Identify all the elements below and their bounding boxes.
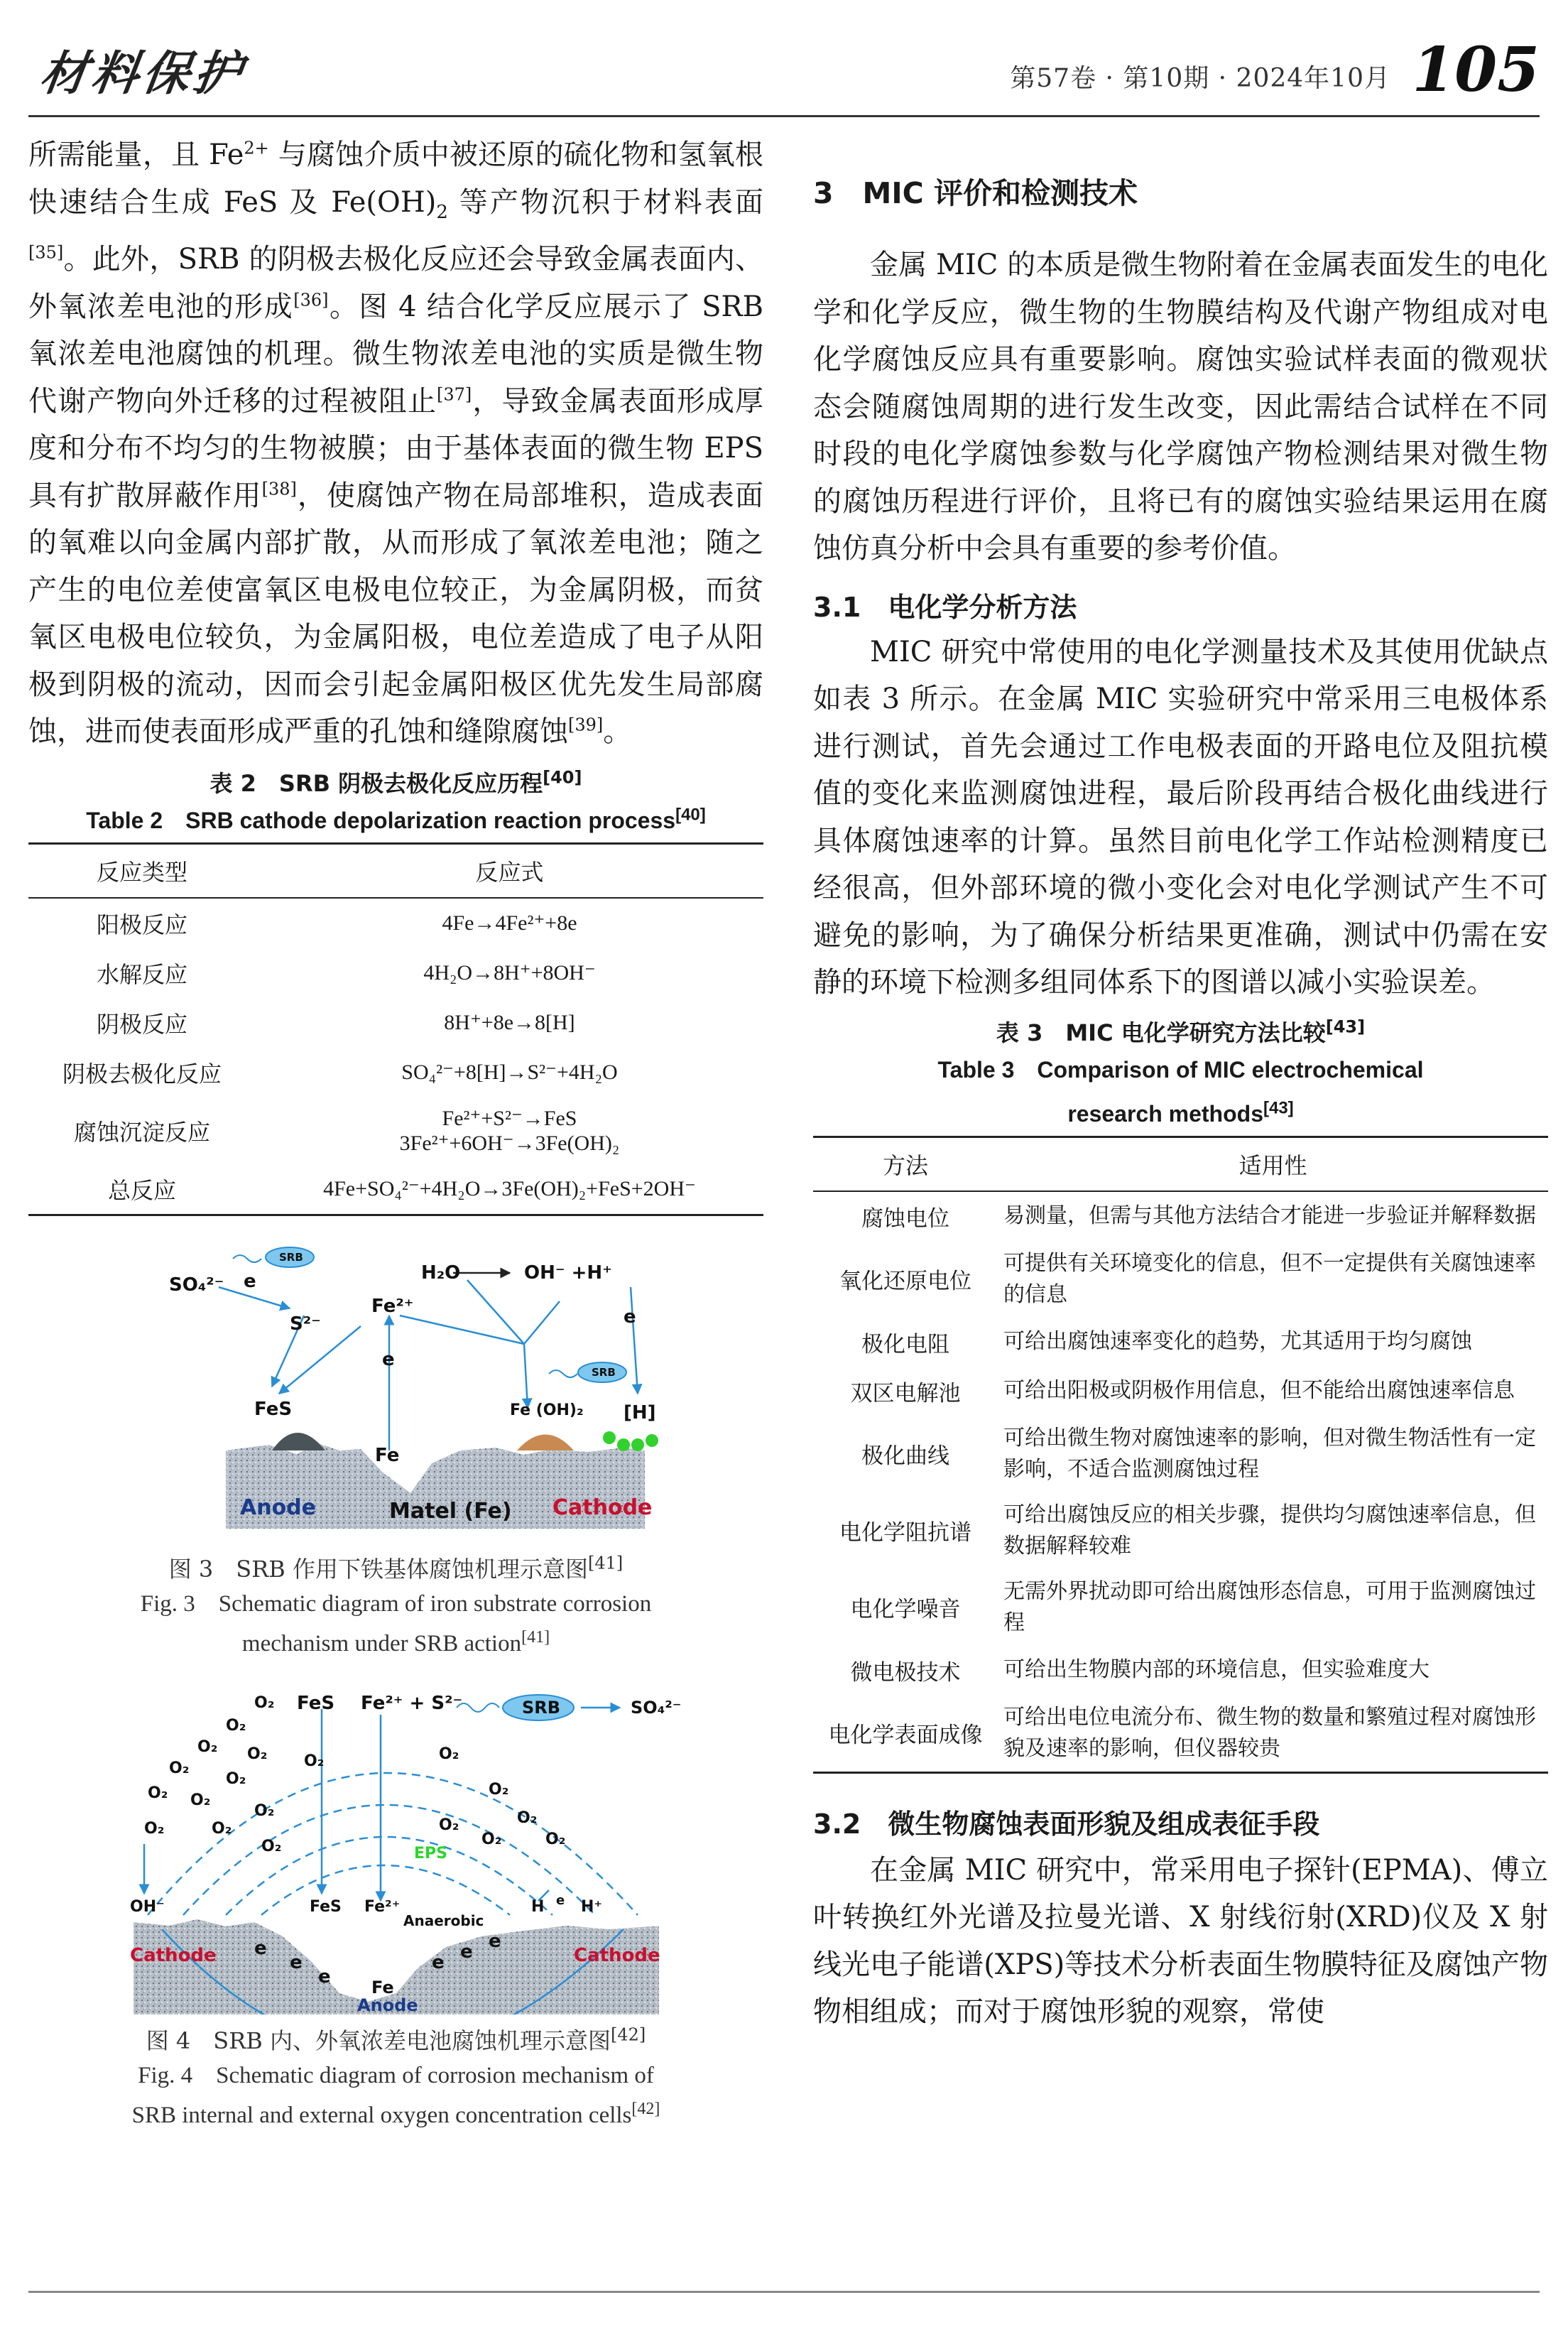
- feoh2-deposit: [517, 1434, 574, 1450]
- fes-deposit: [272, 1433, 325, 1450]
- table-row: 阳极反应 4Fe→4Fe²⁺+8e: [96, 911, 577, 938]
- fig4-label-so4: SO₄²⁻: [630, 1697, 681, 1718]
- fig4-label-o2-19: O₂: [438, 1816, 459, 1834]
- fig4-label-o2-9: O₂: [254, 1801, 274, 1820]
- fig4-label-e-2: e: [289, 1951, 303, 1973]
- table-row: 总反应 4Fe+SO₄²⁻+4H₂O→3Fe(OH)₂+FeS+2OH⁻: [28, 1164, 763, 1215]
- figure-3-arrows: [219, 1280, 638, 1450]
- fig3-label-srb2: SRB: [591, 1365, 616, 1379]
- fig3-label-fes: FeS: [254, 1398, 292, 1420]
- issue-info: 第57卷 · 第10期 · 2024年10月: [1010, 64, 1390, 93]
- fig4-label-o2-4: O₂: [246, 1745, 267, 1763]
- fig4-label-fe2s2: Fe²⁺ + S²⁻: [360, 1692, 462, 1714]
- fig4-label-anaerobic: Anaerobic: [403, 1911, 484, 1929]
- fig4-label-o2-7: O₂: [147, 1784, 168, 1802]
- table-row: 微电极技术 可给出生物膜内部的环境信息，但实验难度大: [850, 1657, 1430, 1686]
- table2-header-type: 反应类型: [28, 843, 256, 898]
- table-row: 电化学阻抗谱 可给出腐蚀反应的相关步骤，提供均匀腐蚀速率信息，但数据解释较难: [839, 1502, 1536, 1558]
- section-3-heading: 3 MIC 评价和检测技术: [813, 176, 1138, 210]
- fig4-label-o2-16: O₂: [516, 1808, 537, 1827]
- fig4-label-e-h: e: [555, 1892, 565, 1908]
- fig4-label-fe2: Fe²⁺: [364, 1897, 400, 1916]
- fig3-label-e3: e: [623, 1306, 636, 1328]
- section-3-2-heading: 3.2 微生物腐蚀表面形貌及组成表征手段: [813, 1808, 1320, 1840]
- left-column: [28, 131, 763, 2135]
- table3-header-method: 方法: [813, 1137, 998, 1191]
- table2-header-formula: 反应式: [256, 843, 763, 898]
- fig4-label-e-3: e: [317, 1965, 331, 1987]
- table-row: 腐蚀电位 易测量，但需与其他方法结合才能进一步验证并解释数据: [861, 1203, 1536, 1232]
- fig4-label-cathode-left: Cathode: [129, 1944, 217, 1966]
- section-3-2-paragraph: 在金属 MIC 研究中，常采用电子探针(EPMA)、傅立叶转换红外光谱及拉曼光谱、X 射线衍射(XRD)仪及 X 射线光电子能谱(XPS)等技术分析表面生物膜特征及腐蚀产物物相组成；而对于腐蚀形貌的观察，常使: [813, 1853, 1548, 2028]
- fig3-label-e1: e: [243, 1270, 256, 1292]
- fig4-caption-en: Fig. 4 Schematic diagram of corrosion mechanism of SRB internal and external oxygen concentration cells[42]: [131, 2062, 660, 2128]
- fig4-label-oh: OH⁻: [129, 1897, 165, 1916]
- fig4-label-e-5: e: [459, 1941, 473, 1963]
- fig4-label-o2-6: O₂: [225, 1769, 246, 1788]
- fig4-label-hplus: H⁺: [580, 1897, 602, 1916]
- fig4-label-fe: Fe: [371, 1977, 394, 1997]
- figure-4: [84, 1681, 709, 2014]
- journal-logo: 材料保护: [36, 45, 249, 101]
- table-row: 水解反应 4H₂O→8H⁺+8OH⁻: [96, 960, 596, 988]
- fig4-label-o2-12: O₂: [261, 1837, 281, 1855]
- fig4-label-eps: EPS: [413, 1844, 447, 1862]
- fig4-label-o2-13: O₂: [303, 1752, 324, 1770]
- fig4-label-srb: SRB: [521, 1697, 560, 1718]
- figure-3-diagram: [126, 1237, 666, 1543]
- fig3-label-e2: e: [381, 1348, 395, 1370]
- fig4-label-e-6: e: [488, 1930, 501, 1952]
- footer-rule: [28, 2291, 1540, 2293]
- fig4-label-fes2: FeS: [309, 1897, 342, 1916]
- table3: [813, 1136, 1548, 1774]
- left-paragraph-1: 所需能量，且 Fe$^{2+}$ 与腐蚀介质中被还原的硫化物和氢氧根快速结合生成 FeS 及 $Fe(OH)_2$ 等产物沉积于材料表面[35]。此外，SRB 的阴极去极化反应还会导致金属表面内、外氧浓差电池的形成[36]。图 4 结合化学反应展示了 SRB 氧浓差电池腐蚀的机理。微生物浓差电池的实质是微生物代谢产物向外迁移的过程被阻止[37]，导致金属表面形成厚度和分布不均匀的生物被膜；由于基体表面的微生物 EPS 具有扩散屏蔽作用[38]，使腐蚀产物在局部堆积，造成表面的氧难以向金属内部扩散，从而形成了氧浓差电池；随之产生的电位差使富氧区电极电位较正，为金属阴极，而贫氧区电极电位较负，为金属阳极，电位差造成了电子从阳极到阴极的流动，因而会引起金属阳极区优先发生局部腐蚀，进而使表面形成严重的孔蚀和缝隙腐蚀[39]。: [28, 138, 764, 748]
- header-rule: [28, 115, 1540, 117]
- fig3-label-h2o: H₂O: [420, 1262, 460, 1284]
- fig4-label-cathode-right: Cathode: [573, 1944, 660, 1966]
- figure-3: [126, 1237, 666, 1543]
- fig3-label-srb1: SRB: [278, 1250, 303, 1264]
- table-row: 电化学表面成像 可给出电位电流分布、微生物的数量和繁殖过程对腐蚀形貌及速率的影响，但仪器较贵: [813, 1695, 1548, 1773]
- fig4-label-o2-14: O₂: [438, 1745, 459, 1763]
- fig4-label-fes: FeS: [296, 1692, 334, 1714]
- fig4-label-o2-5: O₂: [168, 1759, 189, 1777]
- fig4-label-e-4: e: [431, 1951, 445, 1973]
- fig4-label-o2-1: O₂: [254, 1693, 274, 1712]
- fig4-label-anode: Anode: [356, 1995, 418, 2014]
- table-row: 腐蚀沉淀反应 Fe²⁺+S²⁻→FeS 3Fe²⁺+6OH⁻→3Fe(OH)₂: [73, 1106, 620, 1155]
- table2-caption-cn: 表 2 SRB 阴极去极化反应历程[40]: [209, 766, 582, 797]
- table-row: 氧化还原电位 可提供有关环境变化的信息，但不一定提供有关腐蚀速率的信息: [839, 1250, 1536, 1307]
- fig3-label-matel: Matel (Fe): [388, 1498, 512, 1524]
- table-row: 电化学噪音 无需外界扰动即可给出腐蚀形态信息，可用于监测腐蚀过程: [850, 1578, 1536, 1635]
- fig4-label-o2-15: O₂: [488, 1780, 508, 1799]
- table2-caption-en: Table 2 SRB cathode depolarization reaction process[40]: [86, 804, 706, 833]
- page-number: 105: [1412, 34, 1540, 106]
- fig4-label-o2-18: O₂: [481, 1830, 501, 1848]
- fig4-label-o2-2: O₂: [225, 1716, 246, 1735]
- table-row: 极化电阻 可给出腐蚀速率变化的趋势，尤其适用于均匀腐蚀: [861, 1329, 1472, 1357]
- fig4-label-o2-10: O₂: [143, 1819, 164, 1838]
- table3-header-use: 适用性: [998, 1137, 1548, 1191]
- fig3-label-cathode: Cathode: [552, 1495, 652, 1520]
- fig4-label-o2-8: O₂: [190, 1791, 210, 1809]
- fig4-label-h: H: [530, 1897, 544, 1916]
- fig4-label-o2-3: O₂: [197, 1737, 217, 1756]
- right-column: [813, 131, 1548, 2036]
- fig3-label-oh-h: OH⁻ +H⁺: [523, 1262, 612, 1284]
- fig3-caption-en: Fig. 3 Schematic diagram of iron substrate corrosion mechanism under SRB action[41]: [140, 1590, 652, 1656]
- fig3-label-h: [H]: [623, 1401, 656, 1423]
- section-3-paragraph: 金属 MIC 的本质是微生物附着在金属表面发生的电化学和化学反应，微生物的生物膜结构及代谢产物组成对电化学腐蚀反应具有重要影响。腐蚀实验试样表面的微观状态会随腐蚀周期的进行发生改变，因此需结合试样在不同时段的电化学腐蚀参数与化学腐蚀产物检测结果对微生物的腐蚀历程进行评价，且将已有的腐蚀实验结果运用在腐蚀仿真分析中会具有重要的参考价值。: [813, 249, 1548, 565]
- fig4-caption-cn: 图 4 SRB 内、外氧浓差电池腐蚀机理示意图[42]: [146, 2024, 646, 2054]
- page-header: [28, 21, 1540, 110]
- fig3-label-fe: Fe: [374, 1444, 399, 1466]
- fig3-label-fe2: Fe²⁺: [371, 1295, 413, 1317]
- fig4-label-e-1: e: [254, 1937, 267, 1959]
- table3-caption-cn: 表 3 MIC 电化学研究方法比较[43]: [996, 1016, 1366, 1046]
- figure-4-diagram: [84, 1681, 709, 2014]
- fig3-label-s2: S²⁻: [289, 1313, 321, 1335]
- section-3-1-heading: 3.1 电化学分析方法: [813, 591, 1077, 623]
- table-row: 极化曲线 可给出微生物对腐蚀速率的影响，但对微生物活性有一定影响，不适合监测腐蚀过程: [861, 1425, 1536, 1482]
- section-3-1-paragraph: MIC 研究中常使用的电化学测量技术及其使用优缺点如表 3 所示。在金属 MIC 实验研究中常采用三电极体系进行测试，首先会通过工作电极表面的开路电位及阻抗模值的变化来监测腐蚀进程，最后阶段再结合极化曲线进行具体腐蚀速率的计算。虽然目前电化学工作站检测精度已经很高，但外部环境的微小变化会对电化学测试产生不可避免的影响，为了确保分析结果更准确，测试中仍需在安静的环境下检测多组同体系下的图谱以减小实验误差。: [813, 635, 1548, 999]
- table-row: 双区电解池 可给出阳极或阴极作用信息，但不能给出腐蚀速率信息: [850, 1378, 1515, 1406]
- table3-caption-en: Table 3 Comparison of MIC electrochemical research methods[43]: [937, 1056, 1424, 1127]
- fig4-label-o2-17: O₂: [545, 1830, 565, 1848]
- fig3-label-so4: SO₄²⁻: [168, 1274, 224, 1296]
- table2: [28, 842, 763, 1216]
- table-row: 阴极反应 8H⁺+8e→8[H]: [96, 1010, 575, 1038]
- fig3-caption-cn: 图 3 SRB 作用下铁基体腐蚀机理示意图[41]: [168, 1552, 624, 1583]
- fig4-label-o2-11: O₂: [211, 1819, 232, 1838]
- hydrogen-dots: [603, 1431, 658, 1451]
- fig3-label-feoh2: Fe (OH)₂: [509, 1401, 584, 1419]
- fig3-label-anode: Anode: [239, 1495, 316, 1520]
- table-row: 阴极去极化反应 SO₄²⁻+8[H]→S²⁻+4H₂O: [62, 1060, 618, 1088]
